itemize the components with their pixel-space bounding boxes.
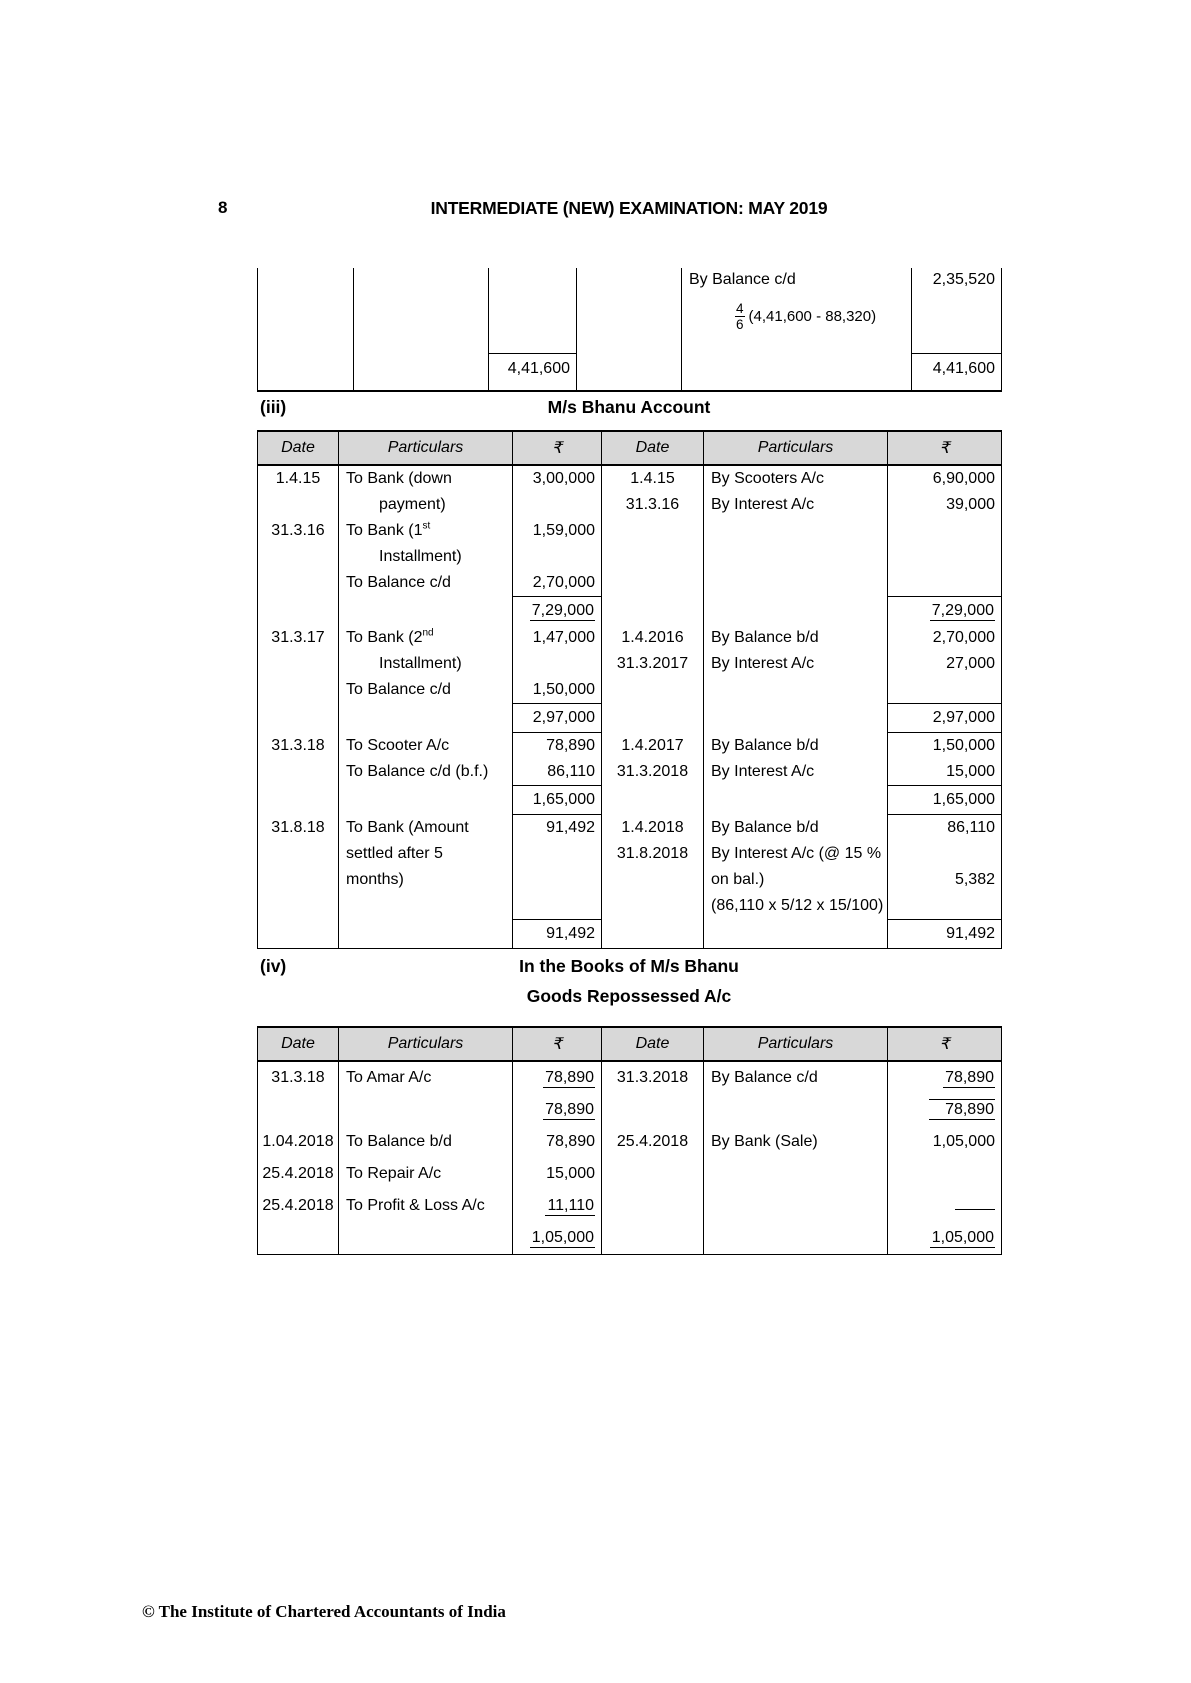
cell-particulars-credit: By Balance b/d <box>704 815 888 842</box>
header-amount-debit: ₹ <box>513 1027 602 1061</box>
balance-cd-label: By Balance c/d <box>689 271 796 288</box>
header-amount-credit: ₹ <box>888 431 1002 465</box>
cell-particulars-debit: To Repair A/c <box>339 1158 513 1190</box>
page-number: 8 <box>218 198 228 217</box>
cell-particulars-debit <box>339 1222 513 1255</box>
cell-particulars-debit: To Balance b/d <box>339 1126 513 1158</box>
cell-particulars-debit: months) <box>339 867 513 893</box>
header-row <box>258 431 1002 465</box>
cell-amount-credit: 1,05,000 <box>888 1222 1002 1255</box>
cell-amount-debit: 1,65,000 <box>513 786 602 815</box>
ledger-row <box>258 492 1002 518</box>
cell-particulars-debit <box>339 597 513 626</box>
blank-total-line <box>955 1197 995 1210</box>
cell-date-credit <box>602 1190 704 1222</box>
cell-date-debit <box>258 268 354 301</box>
ledger-row <box>258 1126 1002 1158</box>
cell-date-credit: 1.4.2018 <box>602 815 704 842</box>
ledger-row <box>258 544 1002 570</box>
cell-amount-debit: 1,59,000 <box>513 518 602 544</box>
ledger-row <box>258 625 1002 651</box>
cell-amount-credit <box>888 841 1002 867</box>
cell-particulars-credit <box>682 301 912 354</box>
fraction <box>735 301 745 332</box>
cell-amount-debit <box>513 867 602 893</box>
cell-amount-credit: 5,382 <box>888 867 1002 893</box>
cell-amount-debit: 91,492 <box>513 920 602 949</box>
cell-amount-credit: 39,000 <box>888 492 1002 518</box>
cell-amount-credit <box>888 518 1002 544</box>
cell-particulars-debit: settled after 5 <box>339 841 513 867</box>
cell-particulars-debit: To Balance c/d (b.f.) <box>339 759 513 786</box>
cell-particulars-credit <box>704 1190 888 1222</box>
header-date-debit: Date <box>258 431 339 465</box>
cell-amount-debit: 1,50,000 <box>513 677 602 704</box>
cell-date-debit: 25.4.2018 <box>258 1190 339 1222</box>
cell-particulars-credit <box>704 1094 888 1126</box>
cell-particulars-debit: To Balance c/d <box>339 677 513 704</box>
cell-amount-debit: 78,890 <box>513 733 602 760</box>
cell-date-debit <box>258 893 339 920</box>
cell-particulars-debit <box>354 268 489 301</box>
cell-particulars-credit <box>704 786 888 815</box>
cell-amount-credit: 78,890 <box>888 1061 1002 1094</box>
cell-particulars-debit: To Bank (down <box>339 465 513 492</box>
page-title: INTERMEDIATE (NEW) EXAMINATION: MAY 2019 <box>430 198 828 218</box>
cell-particulars-credit <box>704 544 888 570</box>
cell-date-debit: 31.3.18 <box>258 733 339 760</box>
header-row <box>258 1027 1002 1061</box>
cell-amount-debit <box>489 301 577 354</box>
cell-particulars-debit: To Amar A/c <box>339 1061 513 1094</box>
cell-amount-debit: 1,47,000 <box>513 625 602 651</box>
cell-amount-credit: 2,70,000 <box>888 625 1002 651</box>
ledger-row <box>258 1061 1002 1094</box>
cell-total-credit <box>912 354 1002 392</box>
cell-amount-credit <box>888 1190 1002 1222</box>
cell-particulars-debit <box>339 920 513 949</box>
cell-amount-debit: 2,70,000 <box>513 570 602 597</box>
cell-particulars-debit: To Scooter A/c <box>339 733 513 760</box>
cell-date-credit <box>602 1158 704 1190</box>
cell-particulars-debit <box>354 301 489 354</box>
cell-total-debit <box>489 354 577 392</box>
cell-amount-credit: 78,890 <box>888 1094 1002 1126</box>
cell-amount-debit: 1,05,000 <box>513 1222 602 1255</box>
cell-amount-credit: 1,50,000 <box>888 733 1002 760</box>
cell-particulars-credit <box>704 570 888 597</box>
ledger-row <box>258 867 1002 893</box>
section-iii-heading <box>257 397 1001 418</box>
fraction-formula: (4,41,600 - 88,320) <box>748 308 877 325</box>
section-iv-subtitle: Goods Repossessed A/c <box>526 986 732 1006</box>
ledger-row <box>258 1190 1002 1222</box>
section-iv-label: (iv) <box>260 956 287 976</box>
balance-cd-amount: 2,35,520 <box>932 271 995 288</box>
cell-particulars-credit <box>704 704 888 733</box>
cell-date-credit: 31.3.2018 <box>602 1061 704 1094</box>
cell-particulars-credit: By Interest A/c <box>704 651 888 677</box>
cell-amount-debit: 91,492 <box>513 815 602 842</box>
cell-amount-credit <box>888 570 1002 597</box>
cell-amount-credit: 1,65,000 <box>888 786 1002 815</box>
cell-particulars-debit: To Profit & Loss A/c <box>339 1190 513 1222</box>
cell-date-credit <box>602 597 704 626</box>
cell-date-credit <box>602 1094 704 1126</box>
cell-amount-credit: 15,000 <box>888 759 1002 786</box>
cell-date-credit <box>577 301 682 354</box>
header-date-credit: Date <box>602 1027 704 1061</box>
cell-date-debit <box>258 570 339 597</box>
cell-amount-credit <box>912 301 1002 354</box>
cell-amount-debit: 78,890 <box>513 1061 602 1094</box>
cell-date-debit <box>258 544 339 570</box>
fraction-denominator: 6 <box>736 317 744 332</box>
cell-particulars-credit <box>682 268 912 301</box>
fraction-expression <box>689 301 911 332</box>
cell-amount-credit <box>888 544 1002 570</box>
cell-amount-credit <box>888 1158 1002 1190</box>
total-credit-amount: 4,41,600 <box>932 360 995 377</box>
ledger-row <box>258 677 1002 704</box>
total-debit-amount: 4,41,600 <box>507 360 570 377</box>
cell-amount-debit: 7,29,000 <box>513 597 602 626</box>
cell-date-debit <box>258 841 339 867</box>
cell-date-credit: 25.4.2018 <box>602 1126 704 1158</box>
cell-date-debit: 31.8.18 <box>258 815 339 842</box>
cell-date-credit: 1.4.2016 <box>602 625 704 651</box>
cell-date-debit <box>258 1094 339 1126</box>
page-header <box>0 198 1191 224</box>
cell-particulars-debit: Installment) <box>339 544 513 570</box>
cell-date-credit <box>602 570 704 597</box>
cell-particulars-debit <box>339 1094 513 1126</box>
ledger-row <box>258 759 1002 786</box>
cell-date-debit <box>258 651 339 677</box>
cell-date-credit <box>602 518 704 544</box>
cell-amount-credit: 91,492 <box>888 920 1002 949</box>
ledger-row <box>258 465 1002 492</box>
cell-amount-debit: 11,110 <box>513 1190 602 1222</box>
cell-particulars-debit: payment) <box>339 492 513 518</box>
ledger-row <box>258 733 1002 760</box>
cell-particulars-credit: (86,110 x 5/12 x 15/100) <box>704 893 888 920</box>
cell-date-debit <box>258 597 339 626</box>
cell-date-credit: 31.8.2018 <box>602 841 704 867</box>
ms-bhanu-account-table <box>257 430 1002 949</box>
cell-amount-debit: 78,890 <box>513 1126 602 1158</box>
header-date-debit: Date <box>258 1027 339 1061</box>
ledger-row <box>258 841 1002 867</box>
cell-particulars-debit: Installment) <box>339 651 513 677</box>
section-iii-title: M/s Bhanu Account <box>547 397 711 417</box>
copyright-footer: © The Institute of Chartered Accountants of India <box>142 1602 506 1621</box>
cell-date-credit: 31.3.2017 <box>602 651 704 677</box>
ledger-row <box>258 597 1002 626</box>
cell-amount-debit <box>489 268 577 301</box>
ledger-row <box>258 815 1002 842</box>
cell-amount-credit: 6,90,000 <box>888 465 1002 492</box>
cell-particulars-debit <box>339 704 513 733</box>
cell-particulars-credit: on bal.) <box>704 867 888 893</box>
cell-amount-credit: 2,97,000 <box>888 704 1002 733</box>
cell-date-debit: 31.3.18 <box>258 1061 339 1094</box>
cell-amount-debit <box>513 492 602 518</box>
cell-date-debit <box>258 677 339 704</box>
header-particulars-debit: Particulars <box>339 431 513 465</box>
cell-date-debit: 1.4.15 <box>258 465 339 492</box>
cell-particulars-debit <box>339 893 513 920</box>
header-particulars-credit: Particulars <box>704 431 888 465</box>
cell-particulars-credit <box>682 354 912 392</box>
ledger-row <box>258 651 1002 677</box>
cell-date-credit: 31.3.16 <box>602 492 704 518</box>
cell-amount-credit <box>888 677 1002 704</box>
ledger-row <box>258 920 1002 949</box>
cell-date-debit <box>258 1222 339 1255</box>
cell-amount-debit <box>513 544 602 570</box>
cell-particulars-credit <box>704 1158 888 1190</box>
cell-date-credit <box>602 544 704 570</box>
cell-date-credit <box>577 354 682 392</box>
cell-date-debit: 1.04.2018 <box>258 1126 339 1158</box>
cell-date-debit <box>258 867 339 893</box>
cell-amount-credit: 86,110 <box>888 815 1002 842</box>
header-date-credit: Date <box>602 431 704 465</box>
cell-date-debit <box>258 354 354 392</box>
cell-date-credit <box>602 786 704 815</box>
cell-amount-debit <box>513 651 602 677</box>
cell-amount-credit: 7,29,000 <box>888 597 1002 626</box>
header-amount-debit: ₹ <box>513 431 602 465</box>
cell-amount-debit: 2,97,000 <box>513 704 602 733</box>
cell-particulars-credit <box>704 920 888 949</box>
section-iv-heading <box>257 956 1001 1007</box>
cell-date-debit <box>258 759 339 786</box>
ledger-row <box>258 1158 1002 1190</box>
cell-date-debit <box>258 786 339 815</box>
ledger-row <box>258 570 1002 597</box>
cell-date-credit <box>602 677 704 704</box>
cell-amount-debit <box>513 893 602 920</box>
cell-particulars-debit: To Bank (1st <box>339 518 513 544</box>
ledger-row <box>258 301 1002 354</box>
cell-date-credit: 1.4.15 <box>602 465 704 492</box>
cell-date-credit <box>602 920 704 949</box>
section-iii-label: (iii) <box>260 397 287 417</box>
fraction-numerator: 4 <box>736 301 744 316</box>
cell-date-credit: 31.3.2018 <box>602 759 704 786</box>
ledger-row <box>258 786 1002 815</box>
cell-particulars-credit: By Bank (Sale) <box>704 1126 888 1158</box>
ledger-row <box>258 1222 1002 1255</box>
cell-particulars-credit: By Interest A/c (@ 15 % <box>704 841 888 867</box>
cell-particulars-credit: By Balance b/d <box>704 625 888 651</box>
cell-date-debit <box>258 920 339 949</box>
cell-amount-debit: 78,890 <box>513 1094 602 1126</box>
ledger-row <box>258 893 1002 920</box>
cell-date-credit <box>602 1222 704 1255</box>
cell-particulars-credit: By Balance b/d <box>704 733 888 760</box>
cell-amount-debit: 3,00,000 <box>513 465 602 492</box>
ledger-row <box>258 518 1002 544</box>
cell-amount-debit: 86,110 <box>513 759 602 786</box>
cell-particulars-credit <box>704 677 888 704</box>
cell-date-debit <box>258 492 339 518</box>
cell-particulars-debit: To Bank (2nd <box>339 625 513 651</box>
cell-date-debit: 25.4.2018 <box>258 1158 339 1190</box>
cell-particulars-credit <box>704 597 888 626</box>
cell-particulars-credit: By Interest A/c <box>704 492 888 518</box>
header-particulars-credit: Particulars <box>704 1027 888 1061</box>
cell-date-credit <box>602 893 704 920</box>
cell-amount-credit: 1,05,000 <box>888 1126 1002 1158</box>
cell-particulars-credit: By Interest A/c <box>704 759 888 786</box>
ledger-row <box>258 704 1002 733</box>
cell-particulars-debit: To Balance c/d <box>339 570 513 597</box>
cell-particulars-credit <box>704 1222 888 1255</box>
cell-particulars-credit <box>704 518 888 544</box>
goods-repossessed-account-table <box>257 1026 1002 1255</box>
cell-date-credit: 1.4.2017 <box>602 733 704 760</box>
cell-date-credit <box>602 867 704 893</box>
section-iv-title: In the Books of M/s Bhanu <box>519 956 739 976</box>
cell-particulars-debit <box>339 786 513 815</box>
ledger-row <box>258 268 1002 301</box>
ledger-row <box>258 1094 1002 1126</box>
cell-date-debit <box>258 301 354 354</box>
cell-date-debit <box>258 704 339 733</box>
cell-amount-debit: 15,000 <box>513 1158 602 1190</box>
header-particulars-debit: Particulars <box>339 1027 513 1061</box>
cell-date-credit <box>602 704 704 733</box>
cell-date-credit <box>577 268 682 301</box>
cell-amount-credit <box>912 268 1002 301</box>
cell-particulars-debit <box>354 354 489 392</box>
carryover-ledger-table <box>257 268 1002 392</box>
cell-amount-credit: 27,000 <box>888 651 1002 677</box>
cell-amount-credit <box>888 893 1002 920</box>
ledger-total-row <box>258 354 1002 392</box>
cell-particulars-credit: By Scooters A/c <box>704 465 888 492</box>
cell-particulars-credit: By Balance c/d <box>704 1061 888 1094</box>
cell-particulars-debit: To Bank (Amount <box>339 815 513 842</box>
cell-amount-debit <box>513 841 602 867</box>
cell-date-debit: 31.3.16 <box>258 518 339 544</box>
header-amount-credit: ₹ <box>888 1027 1002 1061</box>
cell-date-debit: 31.3.17 <box>258 625 339 651</box>
